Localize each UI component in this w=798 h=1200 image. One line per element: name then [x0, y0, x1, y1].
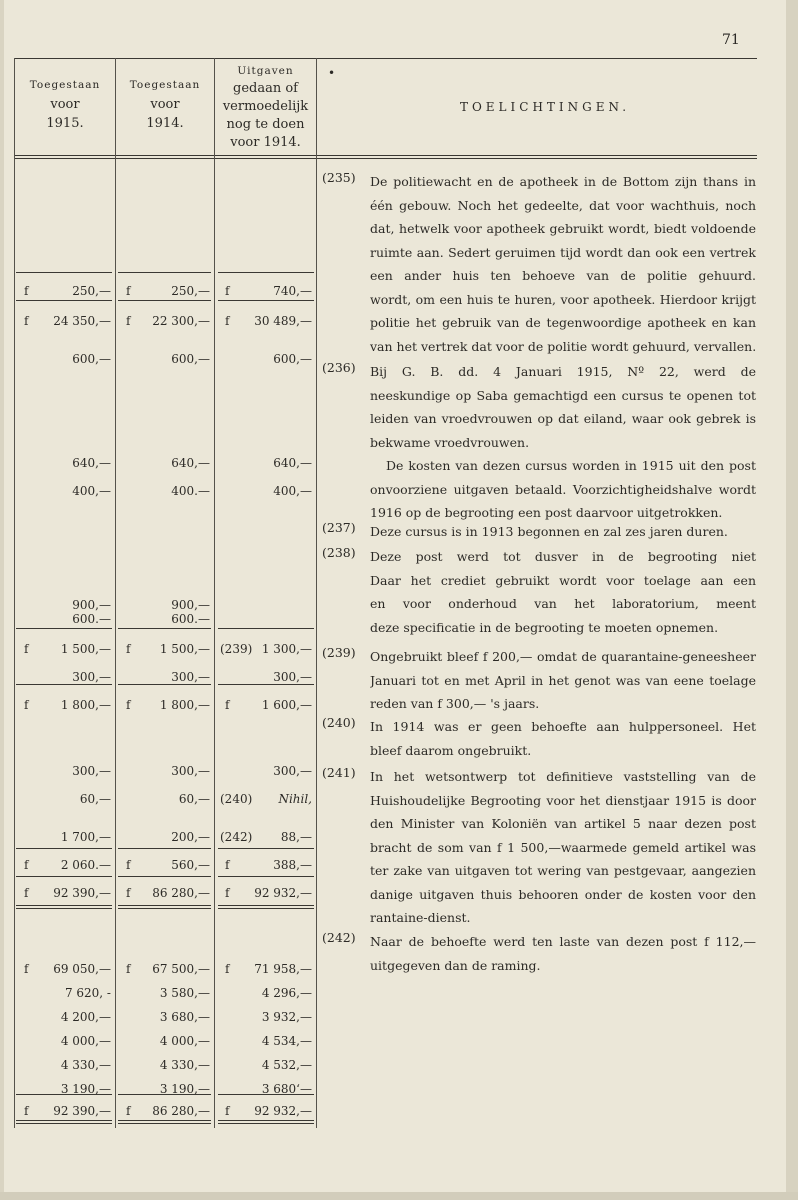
- note-text-line: Bij G. B. dd. 4 Januari 1915, Nº 22, werd de: [370, 364, 756, 379]
- header-toegestaan-1914: Toegestaan voor 1914.: [129, 79, 201, 131]
- column-rule-3: [316, 58, 317, 1128]
- amount-cell: 71 958,—: [254, 962, 312, 976]
- subtotal-rule: [118, 684, 211, 685]
- amount-cell: 600,—: [171, 352, 210, 366]
- currency-florin-sign: f: [126, 858, 131, 872]
- currency-florin-sign: f: [126, 284, 131, 298]
- amount-cell: 600,—: [72, 352, 111, 366]
- amount-cell: 1 500,—: [159, 642, 210, 656]
- amount-cell: 30 489,—: [254, 314, 312, 328]
- amount-cell: 1 800,—: [159, 698, 210, 712]
- currency-florin-sign: f: [225, 314, 230, 328]
- currency-florin-sign: f: [24, 284, 29, 298]
- note-text-line: dat, hetwelk voor apotheek gebruikt wordt, biedt voldoende: [370, 221, 756, 236]
- subtotal-rule: [16, 272, 112, 273]
- subtotal-rule: [218, 272, 314, 273]
- note-text-line: Huishoudelijke Begrooting voor het dienstjaar 1915 is door: [370, 792, 756, 808]
- currency-florin-sign: f: [24, 698, 29, 712]
- note-text-line: van het vertrek dat voor de politie wordt gehuurd, vervallen.: [370, 338, 757, 354]
- currency-florin-sign: f: [126, 962, 131, 976]
- amount-cell: 4 000,—: [60, 1034, 111, 1048]
- note-text-line: leiden van vroedvrouwen op dat eiland, waar ook gebrek is: [370, 411, 756, 426]
- note-number: (235): [322, 170, 356, 185]
- table-top-rule: [14, 58, 757, 59]
- note-text-line: ter zake van uitgaven tot wering van pestgevaar, aangezien: [370, 863, 756, 878]
- column-rule-left: [14, 58, 15, 1128]
- currency-florin-sign: f: [24, 886, 29, 900]
- amount-cell: 1 300,—: [261, 642, 312, 656]
- amount-cell: 4 200,—: [60, 1010, 111, 1024]
- note-text-line: rantaine-dienst.: [370, 910, 471, 925]
- currency-florin-sign: f: [126, 642, 131, 656]
- amount-cell: 400,—: [72, 484, 111, 498]
- note-number: (237): [322, 520, 356, 535]
- note-text-line: een ander huis ten behoeve van de politie gehuurd.: [370, 268, 756, 283]
- page-number: 71: [722, 32, 740, 48]
- amount-cell: 2 060.—: [60, 858, 111, 872]
- subtotal-rule: [118, 1094, 211, 1095]
- currency-florin-sign: f: [24, 1104, 29, 1118]
- amount-cell: 250,—: [72, 284, 111, 298]
- note-text-line: politie het gebruik van de tegenwoordige apotheek en kan: [370, 315, 756, 330]
- currency-florin-sign: f: [225, 858, 230, 872]
- amount-cell: 1 700,—: [60, 830, 111, 844]
- currency-florin-sign: f: [225, 962, 230, 976]
- amount-cell: 92 932,—: [254, 1104, 312, 1118]
- amount-cell: 3 680‘—: [261, 1082, 312, 1096]
- note-text-line: ruimte aan. Sedert geruimen tijd wordt dan ook een vertrek: [370, 244, 756, 260]
- note-text-line: bekwame vroedvrouwen.: [370, 434, 530, 450]
- subtotal-rule: [16, 628, 112, 629]
- note-text-line: onvoorziene uitgaven betaald. Voorzichtigheidshalve wordt: [370, 481, 756, 497]
- note-text-line: Januari tot en met April in het genot was van eene toelage: [370, 672, 756, 688]
- amount-cell: 3 932,—: [261, 1010, 312, 1024]
- total-double-rule: [16, 905, 112, 909]
- amount-cell: 60,—: [79, 792, 111, 806]
- amount-cell: 3 580,—: [159, 986, 210, 1000]
- subtotal-rule: [218, 628, 314, 629]
- note-text-line: Ongebruikt bleef f 200,— omdat de quarantaine-geneesheer: [370, 649, 756, 664]
- note-text-line: bracht de som van f 1 500,—waarmede gemeld artikel was: [370, 839, 756, 855]
- currency-florin-sign: f: [225, 1104, 230, 1118]
- amount-cell: 300,—: [171, 670, 210, 684]
- note-number: (238): [322, 545, 356, 560]
- amount-cell: 640,—: [273, 456, 312, 470]
- note-number: (239): [322, 645, 356, 660]
- subtotal-rule: [118, 272, 211, 273]
- amount-cell: 60,—: [178, 792, 210, 806]
- amount-cell: 4 000,—: [159, 1034, 210, 1048]
- note-text-line: en voor onderhoud van het laboratorium, meent: [370, 596, 756, 611]
- total-double-rule: [218, 905, 314, 909]
- subtotal-rule: [16, 848, 112, 849]
- amount-cell: 3 190,—: [159, 1082, 210, 1096]
- amount-cell: 4 330,—: [159, 1058, 210, 1072]
- amount-cell: 900,—: [171, 598, 210, 612]
- amount-cell: 4 532,—: [261, 1058, 312, 1072]
- amount-cell: 300,—: [273, 670, 312, 684]
- amount-cell: 69 050,—: [53, 962, 111, 976]
- column-rule-2: [214, 58, 215, 1128]
- subtotal-rule: [16, 1094, 112, 1095]
- subtotal-rule: [118, 848, 211, 849]
- amount-cell: 600,—: [273, 352, 312, 366]
- amount-cell: 300,—: [171, 764, 210, 778]
- total-double-rule: [16, 1120, 112, 1124]
- page-edge-left: [0, 0, 4, 1200]
- total-double-rule: [218, 1120, 314, 1124]
- currency-florin-sign: f: [24, 962, 29, 976]
- note-text-line: 1916 op de begrooting een post daarvoor uitgetrokken.: [370, 505, 723, 520]
- subtotal-rule: [118, 628, 211, 629]
- amount-cell: 740,—: [273, 284, 312, 298]
- note-text-line: één gebouw. Noch het gedeelte, dat voor wachthuis, noch: [370, 197, 756, 213]
- currency-florin-sign: f: [225, 284, 230, 298]
- amount-cell: 600.—: [72, 612, 111, 626]
- note-reference: (242): [220, 830, 253, 844]
- subtotal-rule: [118, 300, 211, 301]
- amount-cell: 300,—: [72, 670, 111, 684]
- total-double-rule: [118, 1120, 211, 1124]
- currency-florin-sign: f: [126, 314, 131, 328]
- amount-cell: 3 190,—: [60, 1082, 111, 1096]
- header-bottom-rule-2: [14, 158, 757, 159]
- amount-cell: 4 330,—: [60, 1058, 111, 1072]
- currency-florin-sign: f: [24, 642, 29, 656]
- note-text-line: deze specificatie in de begrooting te moeten opnemen.: [370, 619, 719, 635]
- note-text-line: In het wetsontwerp tot definitieve vaststelling van de: [370, 769, 756, 784]
- amount-cell: 640,—: [72, 456, 111, 470]
- note-text-line: den Minister van Koloniën van artikel 5 naar dezen post: [370, 816, 756, 831]
- subtotal-rule: [218, 848, 314, 849]
- amount-cell: Nihil,: [278, 792, 312, 806]
- subtotal-rule: [218, 300, 314, 301]
- amount-cell: 640,—: [171, 456, 210, 470]
- note-text-line: bleef daarom ongebruikt.: [370, 742, 532, 758]
- amount-cell: 1 600,—: [261, 698, 312, 712]
- amount-cell: 3 680,—: [159, 1010, 210, 1024]
- currency-florin-sign: f: [126, 1104, 131, 1118]
- amount-cell: 92 390,—: [53, 886, 111, 900]
- note-text-line: reden van f 300,— 's jaars.: [370, 696, 540, 711]
- amount-cell: 86 280,—: [152, 1104, 210, 1118]
- amount-cell: 67 500,—: [152, 962, 210, 976]
- note-reference: (239): [220, 642, 253, 656]
- amount-cell: 24 350,—: [53, 314, 111, 328]
- note-text-line: Deze cursus is in 1913 begonnen en zal zes jaren duren.: [370, 524, 728, 539]
- note-text-line: uitgegeven dan de raming.: [370, 957, 541, 973]
- amount-cell: 1 800,—: [60, 698, 111, 712]
- note-text-line: Naar de behoefte werd ten laste van dezen post f 112,—: [370, 934, 756, 949]
- column-rule-1: [115, 58, 116, 1128]
- amount-cell: 7 620, -: [64, 986, 111, 1000]
- amount-cell: 250,—: [171, 284, 210, 298]
- amount-cell: 400,—: [273, 484, 312, 498]
- subtotal-rule: [218, 876, 314, 877]
- amount-cell: 900,—: [72, 598, 111, 612]
- subtotal-rule: [118, 876, 211, 877]
- header-bottom-rule: [14, 155, 757, 156]
- header-uitgaven-1914: Uitgaven gedaan of vermoedelijk nog te doen voor 1914.: [222, 65, 309, 150]
- header-toegestaan-1915: Toegestaan voor 1915.: [29, 79, 101, 131]
- header-toelichtingen: TOELICHTINGEN.: [459, 100, 631, 114]
- currency-florin-sign: f: [126, 886, 131, 900]
- amount-cell: 1 500,—: [60, 642, 111, 656]
- amount-cell: 4 534,—: [261, 1034, 312, 1048]
- amount-cell: 300,—: [273, 764, 312, 778]
- note-text-line: Daar het crediet gebruikt wordt voor toelage aan een: [370, 572, 756, 588]
- currency-florin-sign: f: [24, 858, 29, 872]
- amount-cell: 88,—: [280, 830, 312, 844]
- amount-cell: 92 932,—: [254, 886, 312, 900]
- amount-cell: 388,—: [273, 858, 312, 872]
- note-number: (242): [322, 930, 356, 945]
- page-edge-right: [786, 0, 798, 1200]
- currency-florin-sign: f: [24, 314, 29, 328]
- amount-cell: 86 280,—: [152, 886, 210, 900]
- subtotal-rule: [218, 684, 314, 685]
- note-text-line: danige uitgaven thuis behooren onder de kosten voor den: [370, 886, 756, 902]
- subtotal-rule: [16, 684, 112, 685]
- note-number: (240): [322, 715, 356, 730]
- currency-florin-sign: f: [126, 698, 131, 712]
- currency-florin-sign: f: [225, 886, 230, 900]
- amount-cell: 400.—: [171, 484, 210, 498]
- header-dot: •: [328, 66, 336, 80]
- note-text-line: De politiewacht en de apotheek in de Bottom zijn thans in: [370, 174, 756, 189]
- note-text-line: De kosten van dezen cursus worden in 1915 uit den post: [386, 458, 756, 473]
- note-reference: (240): [220, 792, 253, 806]
- note-text-line: In 1914 was er geen behoefte aan hulppersoneel. Het: [370, 719, 756, 734]
- amount-cell: 22 300,—: [152, 314, 210, 328]
- amount-cell: 560,—: [171, 858, 210, 872]
- amount-cell: 600.—: [171, 612, 210, 626]
- note-text-line: wordt, om een huis te huren, voor apotheek. Hierdoor krijgt: [370, 291, 756, 307]
- note-number: (241): [322, 765, 356, 780]
- subtotal-rule: [16, 300, 112, 301]
- subtotal-rule: [218, 1094, 314, 1095]
- total-double-rule: [118, 905, 211, 909]
- amount-cell: 92 390,—: [53, 1104, 111, 1118]
- note-text-line: neeskundige op Saba gemachtigd een cursus te openen tot: [370, 387, 756, 403]
- amount-cell: 300,—: [72, 764, 111, 778]
- note-text-line: Deze post werd tot dusver in de begrooting niet: [370, 549, 756, 564]
- note-number: (236): [322, 360, 356, 375]
- page-edge-bottom: [0, 1192, 798, 1200]
- amount-cell: 4 296,—: [261, 986, 312, 1000]
- subtotal-rule: [16, 876, 112, 877]
- amount-cell: 200,—: [171, 830, 210, 844]
- currency-florin-sign: f: [225, 698, 230, 712]
